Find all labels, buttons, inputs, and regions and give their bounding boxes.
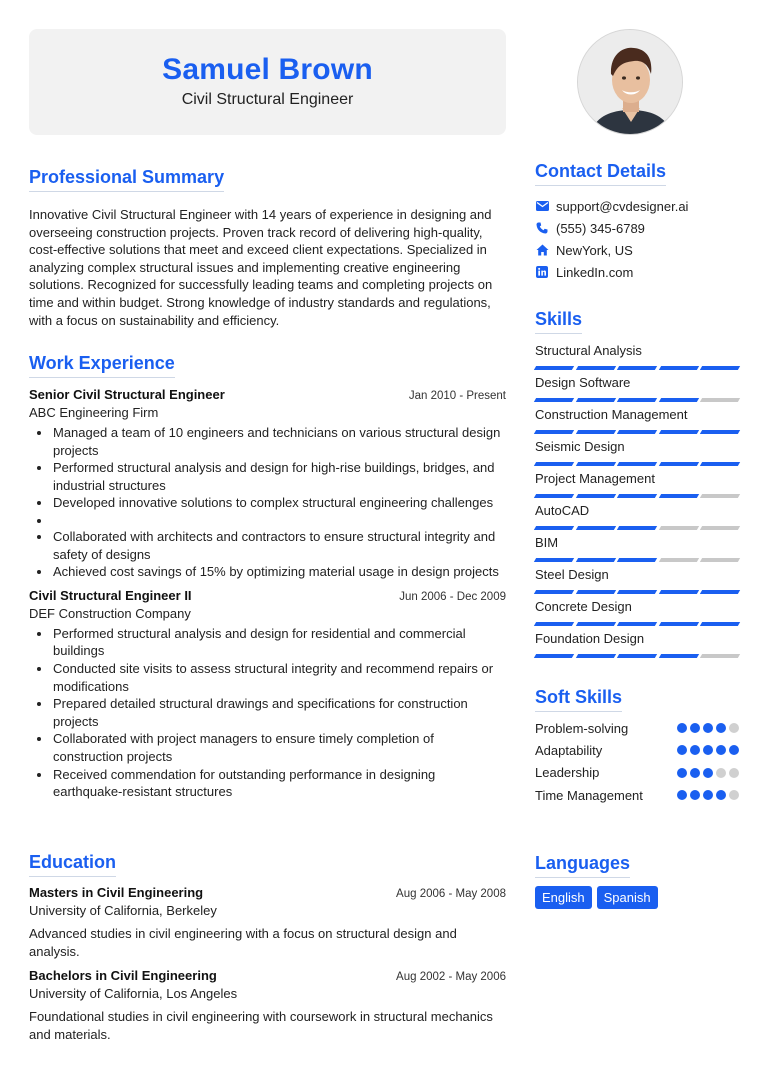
job-title: Senior Civil Structural Engineer bbox=[29, 387, 225, 402]
skill-name: Concrete Design bbox=[535, 599, 632, 614]
contact-phone[interactable] bbox=[535, 217, 739, 239]
education-date: Aug 2002 - May 2006 bbox=[396, 971, 506, 984]
soft-skill-name: Problem-solving bbox=[535, 720, 629, 736]
section-title-languages: Languages bbox=[535, 853, 630, 878]
rating-dot bbox=[716, 723, 726, 733]
skill-level-segment bbox=[575, 558, 615, 562]
skill-level-segment bbox=[700, 366, 740, 370]
candidate-role: Civil Structural Engineer bbox=[181, 91, 354, 108]
section-title-soft-skills: Soft Skills bbox=[535, 687, 622, 712]
skill-item bbox=[535, 631, 739, 663]
skill-item bbox=[535, 535, 739, 567]
section-title-skills: Skills bbox=[535, 309, 582, 334]
skill-level-segment bbox=[659, 622, 699, 626]
job-bullet: Developed innovative solutions to complex structural engineering challenges bbox=[29, 494, 506, 512]
skill-level-segment bbox=[659, 590, 699, 594]
skill-level-segment bbox=[700, 654, 740, 658]
rating-dot bbox=[703, 745, 713, 755]
skill-level-segment bbox=[534, 622, 574, 626]
education-list bbox=[29, 885, 506, 1043]
skill-level-segment bbox=[659, 366, 699, 370]
skill-level-bar bbox=[535, 622, 739, 626]
skill-name: Steel Design bbox=[535, 567, 609, 582]
skill-level-segment bbox=[617, 398, 657, 402]
soft-skill-name: Adaptability bbox=[535, 742, 603, 758]
skill-name: AutoCAD bbox=[535, 503, 590, 518]
skill-name: Design Software bbox=[535, 375, 631, 390]
bullet-gap bbox=[29, 512, 506, 528]
job-entry bbox=[29, 588, 506, 801]
rating-dot bbox=[677, 768, 687, 778]
rating-dot bbox=[729, 745, 739, 755]
skill-level-segment bbox=[534, 398, 574, 402]
contact-list bbox=[535, 195, 739, 283]
rating-dot bbox=[729, 768, 739, 778]
skill-item bbox=[535, 503, 739, 535]
skill-item bbox=[535, 471, 739, 503]
skill-level-segment bbox=[534, 526, 574, 530]
skill-level-segment bbox=[575, 654, 615, 658]
skill-level-segment bbox=[700, 622, 740, 626]
job-bullet: Received commendation for outstanding performance in designing earthquake-resistant structures bbox=[29, 766, 506, 801]
skill-level-segment bbox=[700, 398, 740, 402]
languages-list bbox=[535, 886, 739, 909]
skill-level-bar bbox=[535, 590, 739, 594]
rating-dot bbox=[677, 745, 687, 755]
skill-name: BIM bbox=[535, 535, 559, 550]
education-date: Aug 2006 - May 2008 bbox=[396, 888, 506, 900]
header-card bbox=[29, 29, 506, 135]
job-date: Jan 2010 - Present bbox=[408, 390, 506, 402]
skill-level-bar bbox=[535, 462, 739, 466]
degree-title: Bachelors in Civil Engineering bbox=[29, 968, 217, 984]
skill-level-segment bbox=[534, 494, 574, 498]
skill-level-bar bbox=[535, 494, 739, 498]
skill-level-segment bbox=[534, 558, 574, 562]
soft-skill-item bbox=[535, 739, 739, 761]
skill-item bbox=[535, 343, 739, 375]
skill-level-segment bbox=[659, 558, 699, 562]
contact-linkedin[interactable] bbox=[535, 261, 739, 283]
job-bullet: Prepared detailed structural drawings and specifications for construction projects bbox=[29, 695, 506, 730]
skill-level-segment bbox=[575, 366, 615, 370]
job-entry bbox=[29, 387, 506, 581]
skill-level-segment bbox=[700, 462, 740, 466]
soft-skill-item bbox=[535, 762, 739, 784]
rating-dot bbox=[716, 790, 726, 800]
skill-level-bar bbox=[535, 558, 739, 562]
soft-skill-item bbox=[535, 717, 739, 739]
skill-level-segment bbox=[534, 430, 574, 434]
soft-skill-name: Leadership bbox=[535, 765, 600, 781]
soft-skills-list bbox=[535, 717, 739, 806]
candidate-name: Samuel Brown bbox=[162, 53, 373, 86]
skill-level-segment bbox=[659, 462, 699, 466]
education-description: Foundational studies in civil engineering with coursework in structural mechanics and materials. bbox=[29, 1009, 493, 1042]
skill-level-segment bbox=[534, 462, 574, 466]
job-bullet: Collaborated with project managers to ensure timely completion of construction projects bbox=[29, 730, 506, 765]
soft-skill-rating bbox=[677, 723, 739, 733]
skill-level-segment bbox=[575, 462, 615, 466]
skill-name: Structural Analysis bbox=[535, 343, 642, 358]
skill-level-bar bbox=[535, 654, 739, 658]
skill-name: Foundation Design bbox=[535, 631, 645, 646]
skill-item bbox=[535, 407, 739, 439]
skill-name: Project Management bbox=[535, 471, 655, 486]
job-bullet: Performed structural analysis and design for high-rise buildings, bridges, and industrial structures bbox=[29, 459, 506, 494]
rating-dot bbox=[729, 790, 739, 800]
school-name: University of California, Berkeley bbox=[29, 903, 217, 918]
job-bullet: Conducted site visits to assess structural integrity and recommend repairs or modifications bbox=[29, 660, 506, 695]
soft-skill-rating bbox=[677, 745, 739, 755]
skill-level-segment bbox=[575, 430, 615, 434]
skill-item bbox=[535, 439, 739, 471]
skill-level-segment bbox=[534, 590, 574, 594]
job-bullet: Collaborated with architects and contractors to ensure structural integrity and safety of designs bbox=[29, 528, 506, 563]
avatar-illustration bbox=[578, 30, 683, 135]
section-title-work: Work Experience bbox=[29, 353, 175, 378]
skill-level-bar bbox=[535, 398, 739, 402]
job-bullet: Performed structural analysis and design for residential and commercial buildings bbox=[29, 625, 506, 660]
contact-email-text: support@cvdesigner.ai bbox=[556, 198, 689, 214]
rating-dot bbox=[716, 768, 726, 778]
soft-skill-rating bbox=[677, 768, 739, 778]
job-title: Civil Structural Engineer II bbox=[29, 587, 192, 603]
soft-skill-item bbox=[535, 784, 739, 806]
rating-dot bbox=[690, 723, 700, 733]
skill-level-segment bbox=[575, 590, 615, 594]
contact-linkedin-text: LinkedIn.com bbox=[556, 264, 634, 280]
education-entry bbox=[29, 968, 506, 1043]
skill-level-segment bbox=[617, 494, 657, 498]
skill-level-segment bbox=[659, 526, 699, 530]
work-experience-list bbox=[29, 387, 506, 801]
skill-level-bar bbox=[535, 526, 739, 530]
contact-location bbox=[535, 239, 739, 261]
skill-level-segment bbox=[617, 430, 657, 434]
rating-dot bbox=[690, 745, 700, 755]
rating-dot bbox=[703, 790, 713, 800]
skill-level-segment bbox=[617, 622, 657, 626]
education-description: Advanced studies in civil engineering with a focus on structural design and analysis. bbox=[29, 926, 457, 959]
language-badge: English bbox=[535, 886, 592, 909]
section-title-summary: Professional Summary bbox=[29, 167, 224, 192]
skill-name: Construction Management bbox=[535, 407, 688, 422]
skill-level-segment bbox=[700, 494, 740, 498]
section-title-contact: Contact Details bbox=[535, 161, 666, 186]
section-title-education: Education bbox=[29, 852, 116, 877]
rating-dot bbox=[703, 723, 713, 733]
job-bullet: Managed a team of 10 engineers and technicians on various structural design projects bbox=[29, 424, 506, 459]
skill-item bbox=[535, 567, 739, 599]
job-company: ABC Engineering Firm bbox=[29, 405, 159, 420]
envelope-icon bbox=[535, 199, 549, 213]
skill-level-segment bbox=[575, 494, 615, 498]
contact-email[interactable] bbox=[535, 195, 739, 217]
contact-phone-text: (555) 345-6789 bbox=[556, 220, 645, 236]
job-date: Jun 2006 - Dec 2009 bbox=[399, 590, 506, 603]
skill-level-segment bbox=[617, 558, 657, 562]
skill-level-segment bbox=[700, 430, 740, 434]
skill-level-segment bbox=[659, 430, 699, 434]
linkedin-icon bbox=[535, 265, 549, 279]
rating-dot bbox=[703, 768, 713, 778]
skill-level-segment bbox=[575, 622, 615, 626]
job-company: DEF Construction Company bbox=[29, 605, 191, 621]
soft-skill-rating bbox=[677, 790, 739, 800]
profile-photo bbox=[577, 29, 683, 135]
education-entry bbox=[29, 885, 506, 960]
degree-title: Masters in Civil Engineering bbox=[29, 885, 204, 900]
skill-item bbox=[535, 599, 739, 631]
rating-dot bbox=[677, 723, 687, 733]
skill-level-segment bbox=[700, 558, 740, 562]
soft-skill-name: Time Management bbox=[535, 787, 643, 803]
skills-list bbox=[535, 343, 739, 663]
skill-level-segment bbox=[659, 654, 699, 658]
skill-item bbox=[535, 375, 739, 407]
contact-location-text: NewYork, US bbox=[556, 242, 633, 258]
skill-level-bar bbox=[535, 430, 739, 434]
language-badge: Spanish bbox=[597, 886, 658, 909]
skill-level-segment bbox=[617, 526, 657, 530]
home-icon bbox=[535, 243, 549, 257]
skill-level-segment bbox=[617, 654, 657, 658]
skill-name: Seismic Design bbox=[535, 439, 625, 454]
phone-icon bbox=[535, 221, 549, 235]
skill-level-segment bbox=[659, 494, 699, 498]
rating-dot bbox=[716, 745, 726, 755]
skill-level-segment bbox=[617, 366, 657, 370]
skill-level-segment bbox=[534, 366, 574, 370]
skill-level-segment bbox=[700, 590, 740, 594]
rating-dot bbox=[677, 790, 687, 800]
skill-level-segment bbox=[617, 462, 657, 466]
skill-level-bar bbox=[535, 366, 739, 370]
summary-text: Innovative Civil Structural Engineer with 14 years of experience in designing and overseeing construction projects. Proven track record of delivering high-quality, cost-effective solutions that meet and exceed client expectations. Specialized in analyzing complex structural issues and implementing creative engineering solutions. Recognized for successfully leading teams and completing projects on time and within budget. Strong knowledge of industry standards and regulations, with a focus on sustainability and efficiency. bbox=[29, 207, 493, 328]
skill-level-segment bbox=[700, 526, 740, 530]
skill-level-segment bbox=[659, 398, 699, 402]
school-name: University of California, Los Angeles bbox=[29, 986, 238, 1002]
skill-level-segment bbox=[575, 398, 615, 402]
rating-dot bbox=[690, 768, 700, 778]
rating-dot bbox=[690, 790, 700, 800]
job-bullet: Achieved cost savings of 15% by optimizing material usage in design projects bbox=[29, 563, 506, 581]
skill-level-segment bbox=[534, 654, 574, 658]
rating-dot bbox=[729, 723, 739, 733]
skill-level-segment bbox=[617, 590, 657, 594]
skill-level-segment bbox=[575, 526, 615, 530]
